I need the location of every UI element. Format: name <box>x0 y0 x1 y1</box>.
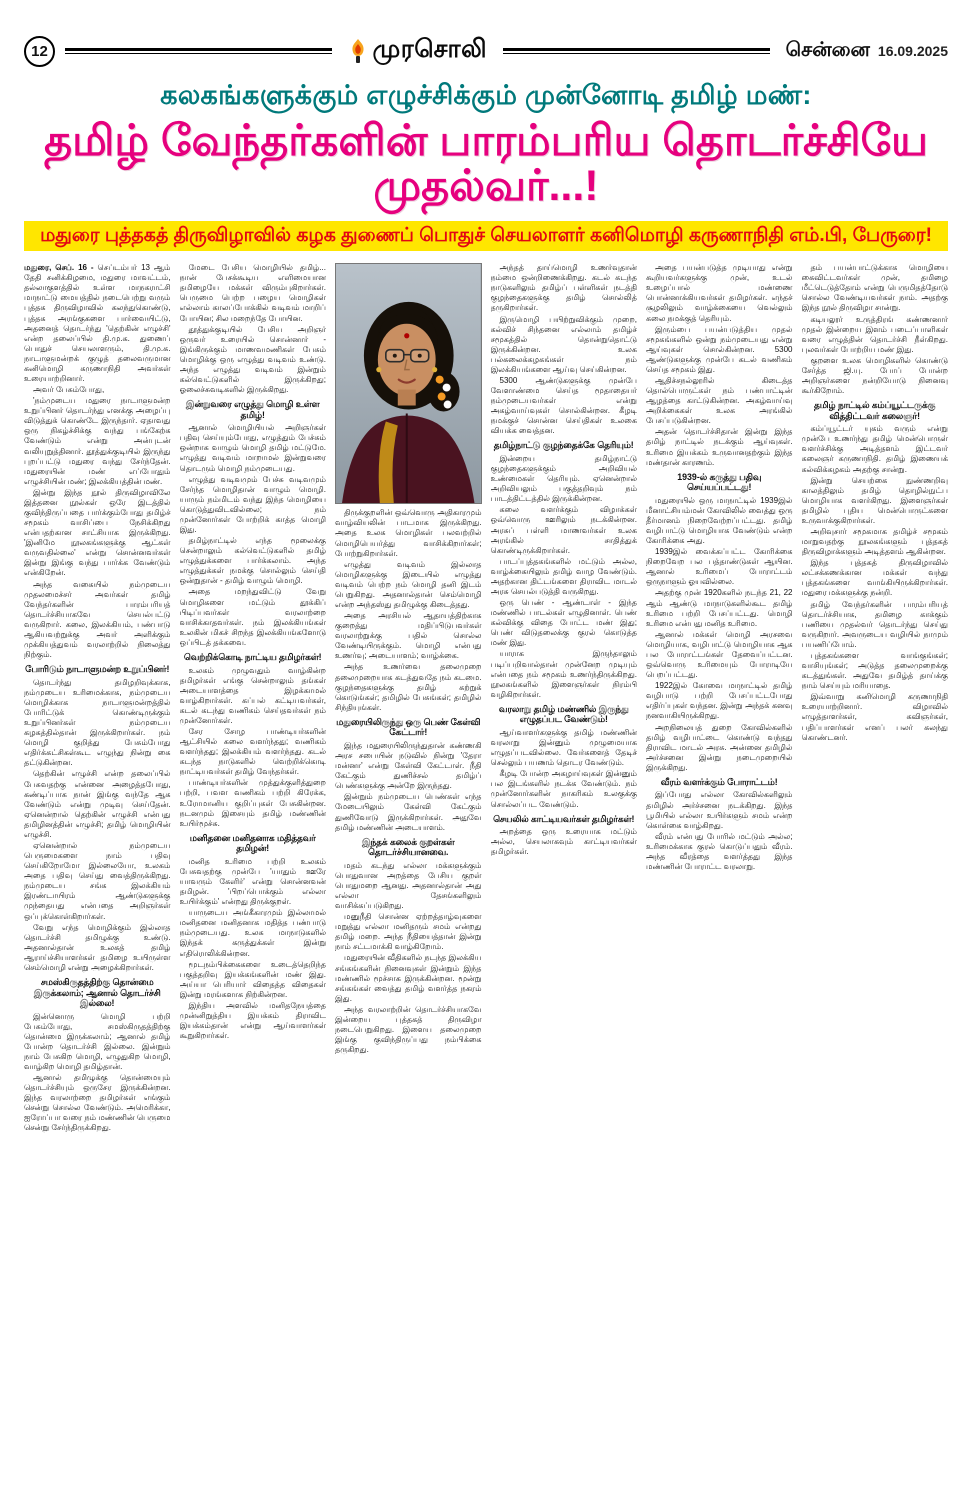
body-paragraph: மனித உரிமை பற்றி உலகம் பேசுவதற்கு முன்பே 'யாதும் ஊரே யாவரும் கேளிர்' என்று சொன்னவன் தமிழன். 'பிறப்பொக்கும் எல்லா உயிர்க்கும்' என்றது திருக்குறள். <box>179 856 326 907</box>
body-paragraph: அறிவுசார் சமூகமாக தமிழ்ச் சமூகம் மாறுவதற்கு நூலகங்களும் புத்தகத் திருவிழாக்களும் அடித்தளம் ஆகின்றன. <box>801 527 948 557</box>
body-paragraph: ஏனென்றால் நம்முடைய பெருமைகளை நாம் பதிவு செய்கிறோமோ இல்லையோ, உலகம் அதை பதிவு செய்து வைத்திருக்கிறது. நம்முடைய சங்க இலக்கியம் இரண்டாயிரம் ஆண்டுகளுக்கு முந்தையது என்பதை அறிஞர்கள் ஒப்புக்கொள்கிறார்கள். <box>24 840 171 921</box>
body-paragraph: மதுரையின் வீதிகளில் நடந்த இலக்கிய சங்கங்களின் நினைவுகள் இன்றும் இந்த மண்ணில் மூச்சாக இருக்கின்றன. மூன்று சங்கங்கள் வைத்து தமிழ் வளர்த்த நகரம் இது. <box>335 953 482 1003</box>
body-paragraph: தமிழ் வேந்தர்களின் பாரம்பரியத் தொடர்ச்சியாக, தமிழை காக்கும் பணியை முதல்வர் தொடர்ந்து செய்து வருகிறார். அவருடைய வழியில் நாமும் பயணிப்போம். <box>801 599 948 649</box>
body-paragraph: உலகம் முழுவதும் வாழ்கின்ற தமிழர்கள் எங்கு சென்றாலும் தங்கள் அடையாளத்தை இழக்காமல் வாழ்கிறார்கள். கப்பல் கட்டியவர்கள், கடல் கடந்து வணிகம் செய்தவர்கள் நம் முன்னோர்கள். <box>179 665 326 725</box>
body-paragraph: கீழடி போன்ற அகழாய்வுகள் இன்னும் பல இடங்களில் நடக்க வேண்டும். நம் முன்னோர்களின் நாகரிகம் உலகுக்கு சொல்லப்பட வேண்டும். <box>490 769 637 809</box>
body-paragraph: அதை மறந்துவிட்டு வேறு மொழிகளை மட்டும் தூக்கிப் பிடிப்பவர்கள் வரலாற்றை வாசிக்காதவர்கள். நம் இலக்கியங்கள் உலகின் மிகச் சிறந்த இலக்கியங்களோடு ஒப்பிடத் தக்கவை. <box>179 587 326 647</box>
column-subhead: செயலில் காட்டியவர்கள் தமிழர்கள்! <box>493 813 635 824</box>
column-subhead: இன்றுவரை எழுத்து மொழி உள்ள தமிழ்! <box>185 399 320 420</box>
body-paragraph: ஒரு பெண் - ஆண்டாள் - இந்த மண்ணில் பாடல்கள் எழுதினாள். பெண் கல்விக்கு விதை போட்ட மண் இது; பெண் விடுதலைக்கு குரல் கொடுத்த மண் இது. <box>490 598 637 648</box>
body-paragraph: தம் பயன்பாட்டுக்காக மொழியை கைவிட்டவர்கள் முன், தமிழை மீட்டெடுத்தோம் என்று பெருமிதத்தோடு சொல்ல வேண்டியவர்கள் நாம். அதற்கு இந்த நூல் திருவிழா சான்று. <box>801 263 948 313</box>
body-paragraph: தமிழ்நாட்டில் எந்த மூலைக்கு சென்றாலும் கல்வெட்டுகளில் தமிழ் எழுத்துக்களை பார்க்கலாம். அந்த எழுத்துக்கள் நமக்கு சொல்லும் செய்தி ஒன்றுதான் - தமிழ் வாழும் மொழி. <box>179 536 326 586</box>
torch-icon <box>348 38 368 64</box>
body-paragraph: திருக்குறளின் ஒவ்வொரு அதிகாரமும் வாழ்வியலின் பாடமாக இருக்கிறது. அதை உலக மொழிகள் பலவற்றில் மொழிபெயர்த்து வாசிக்கிறார்கள்; போற்றுகிறார்கள். <box>335 508 482 558</box>
body-paragraph: பாடப்புத்தகங்களில் மட்டும் அல்ல, வாழ்க்கையிலும் தமிழ் வாழ வேண்டும். அதற்கான திட்டங்களை திராவிட மாடல் அரசு செயல்படுத்தி வருகிறது. <box>490 556 637 597</box>
article-column-1 <box>24 263 171 1500</box>
body-paragraph: அந்தத் தாய்மொழி உணர்வுதான் நம்மை ஒன்றிணைக்கிறது. கடல் கடந்த நாடுகளிலும் தமிழ்ப் பள்ளிகள் நடத்தி குழந்தைகளுக்கு தமிழ் சொல்லித் தருகிறார்கள். <box>490 263 637 313</box>
body-paragraph: ஆய்வாளர்களுக்கு தமிழ் மண்ணின் வரலாறு இன்னும் முழுமையாக எழுதப்படவில்லை. வேர்களைத் தேடிச் செல்லும் பயணம் தொடர வேண்டும். <box>490 727 637 768</box>
body-paragraph: கம்ப்யூட்டர் யுகம் வரும் என்று முன்பே உணர்ந்து தமிழ் மென்பொருள் வளர்ச்சிக்கு அடித்தளம் இட்டவர் கலைஞர் கருணாநிதி. தமிழ் இணையக் கல்விக்கழகம் அதற்கு சான்று. <box>801 424 948 474</box>
body-paragraph: இந்திய அளவில் மனிதநேயத்தை முன்னிறுத்திய இயக்கம் திராவிட இயக்கம்தான் என்று ஆய்வாளர்கள் கூறுகிறார்கள். <box>179 1000 326 1041</box>
body-paragraph: 1939இல் வைக்கப்பட்ட கோரிக்கை நிறைவேற பல பத்தாண்டுகள் ஆயின. ஆனால் உரிமைப் போராட்டம் ஒருநாளும் ஓயவில்லை. <box>646 547 793 587</box>
body-paragraph: அந்த உணர்வை தலைமுறை தலைமுறையாக கடத்துவதே நம் கடமை. குழந்தைகளுக்கு தமிழ் கற்றுக் கொடுங்கள்; தமிழில் பேசுங்கள்; தமிழில் சிந்தியுங்கள். <box>335 662 482 712</box>
body-paragraph: இந்த மதுரையிலிருந்துதான் கண்ணகி அரச சபையின் நடுவில் நின்று 'தேரா மன்னா' என்று கேள்வி கேட்டாள். நீதி கேட்கும் துணிச்சல் தமிழ்ப் பெண்களுக்கு அன்றே இருந்தது. <box>335 740 482 791</box>
body-paragraph: அவர் பேசும்போது, <box>33 385 105 395</box>
article-column-2 <box>180 263 327 1500</box>
body-paragraph: மதுரை, செப். 16 - செப்டம்பர் 13 ஆம் தேதி சனிக்கிழமை, மதுரை மாவட்டம், தல்லாகுளத்தில் உள்ள மாநகராட்சி மாநாட்டு மையத்தில் நடைபெற்று வரும் புத்தக திருவிழாவில் கலந்துகொண்டு, புத்தக அரங்குகளை பார்வையிட்டு, அதனைத் தொடர்ந்து 'தெற்கின் எழுச்சி' என்ற தலைப்பில் தி.மு.க. துணைப் பொதுச் செயலாளரும், தி.மு.க. நாடாளுமன்றக் குழுத் தலைவருமான கனிமொழி கருணாநிதி அவர்கள் உரையாற்றினார். <box>24 263 171 383</box>
kicker-headline: கலகங்களுக்கும் எழுச்சிக்கும் முன்னோடி தமிழ் மண்: <box>160 80 812 110</box>
header-rule-right <box>503 48 770 54</box>
article-column-5 <box>646 263 793 1500</box>
body-paragraph: 'நம்முடைய மதுரை நாடாளுமன்ற உறுப்பினர் தொடர்ந்து எனக்கு அழைப்பு விடுத்துக் கொண்டே இருந்தார். ஏதாவது ஒரு நிகழ்ச்சிக்கு வந்து பங்கேற்க வேண்டும் என்று அன்புடன் வலியுறுத்தினார். தூத்துக்குடியில் இருந்து புறப்பட்டு மதுரை வந்து சேர்ந்தேன். மதுரையின் மண் எப்போதும் எழுச்சியின் மண்; இலக்கியத்தின் மண். <box>24 396 171 486</box>
body-paragraph: அதன் தொடர்ச்சிதான் இன்று இந்த தமிழ் நாட்டில் நடக்கும் ஆய்வுகள். உரிமை இயக்கம் உருவானதற்கும் இந்த மண்தான் காரணம். <box>646 427 793 467</box>
dateline <box>780 39 948 64</box>
article-column-6 <box>802 263 949 1500</box>
masthead-title: முரசொலி <box>372 35 488 63</box>
column-subhead: வீரம் வளர்க்கும் போராட்டம்! <box>660 776 778 787</box>
column-subhead: இந்தக் கலைக் குறள்கள் தொடர்ச்சியானவை. <box>361 836 455 858</box>
body-paragraph: ஆனால் மொழியியல் அறிஞர்கள் பதிவு செய்யும்போது, எழுத்தும் பேச்சும் ஒன்றாக வாழும் மொழி தமிழ் மட்டுமே. எழுத்து வடிவம் மாறாமல் இன்றுவரை தொடரும் மொழி நம்முடையது. <box>179 423 326 473</box>
body-paragraph: மதம் கடந்து எல்லா மக்களுக்கும் பொதுவான அறத்தை பேசிய குறள் பொதுமறை ஆனது. அதனால்தான் அது எல்லா தேசங்களிலும் வாசிக்கப்படுகிறது. <box>335 860 482 911</box>
column-subhead: தமிழ்நாட்டு குழந்தைக்கே தெரியும்! <box>493 440 634 451</box>
article-column-4 <box>491 263 638 1500</box>
dateline-prefix: மதுரை, செப். 16 - <box>24 263 94 273</box>
body-paragraph: மேடை பேசிய மொழியில் தமிழ்... நான் பேசக்கூடிய எளிமையான தமிழையே மக்கள் விரும்புகிறார்கள். பெருமை பெற்ற பழைய மொழிகள் எல்லாம் காலப்போக்கில் வடிவம் மாறிப் போயின; சில மறைந்தே போயின. <box>179 263 326 323</box>
header-rule-left <box>65 48 332 54</box>
body-paragraph: அதற்கு முன் 1920களில் நடந்த 21, 22 ஆம் ஆண்டு மாநாடுகளில்கூட தமிழ் உரிமை பற்றி பேசப்பட்டது. மொழி உரிமை என்பது மனித உரிமை. <box>646 588 793 628</box>
body-paragraph: இரும்பை பயன்படுத்திய முதல் சமூகங்களில் ஒன்று நம்முடையது என்று ஆய்வுகள் சொல்கின்றன. 5300 ஆண்டுகளுக்கு முன்பே கடல் வணிகம் செய்த சமூகம் இது. <box>646 324 793 374</box>
body-paragraph: மதுரையில் ஒரு மாநாட்டில் 1939இல் மீனாட்சியம்மன் கோவிலில் வைத்து ஒரு தீர்மானம் நிறைவேற்றப்பட்டது. தமிழ் வழிபாட்டு மொழியாக வேண்டும் என்ற கோரிக்கை அது. <box>646 495 793 546</box>
body-paragraph: தூத்துக்குடியில் பேசிய அறிஞர் ஒருவர் உரையில் சொன்னார் - இங்கிருக்கும் மாணவமணிகள் பேசும் மொழிக்கு ஒரு எழுத்து வடிவம் உண்டு. அந்த எழுத்து வடிவம் இன்றும் கல்வெட்டுகளில் இருக்கிறது; ஓலைச்சுவடிகளில் இருக்கிறது. <box>179 324 326 395</box>
column-subhead: மதுரையிலிருந்து ஒரு பெண் கேள்வி கேட்டார்! <box>336 716 481 738</box>
body-paragraph: இவ்வாறு கனிமொழி கருணாநிதி உரையாற்றினார். விழாவில் எழுத்தாளர்கள், கவிஞர்கள், பதிப்பாளர்கள் எனப் பலர் கலந்து கொண்டனர். <box>801 692 948 742</box>
body-paragraph: குறளை உலக மொழிகளில் கொண்டு சேர்த்த ஜி.யு. போப் போன்ற அறிஞர்களை நன்றியோடு நினைவு கூர்கிறோம். <box>801 355 948 396</box>
column-subhead: 1939-ல் கருத்து பதிவு செய்யப்பட்டது! <box>677 471 762 493</box>
column-subhead: வரலாறு தமிழ் மண்ணில் இருந்து எழுதப்பட வேண்டும்! <box>498 703 629 725</box>
banner-row <box>24 221 948 251</box>
body-paragraph: 5300 ஆண்டுகளுக்கு முன்பே வேளாண்மை செய்த மூதாதையர் நம்முடையவர்கள் என்று அகழ்வாய்வுகள் சொல்கின்றன. கீழடி நமக்குச் சொன்ன செய்திகள் உலகை வியக்க வைத்தன. <box>490 375 637 436</box>
date-label: 16.09.2025 <box>877 42 948 59</box>
body-paragraph: அறநிலையத் துறை கோவில்களில் தமிழ் வழிபாட்டை கொண்டு வந்தது திராவிட மாடல் அரசு. அன்னை தமிழில் அர்ச்சனை இன்று நடைமுறையில் இருக்கிறது. <box>646 722 793 772</box>
body-paragraph: இந்த புத்தகத் திருவிழாவில் லட்சக்கணக்கான மக்கள் வந்து புத்தகங்களை வாங்கியிருக்கிறார்கள். மதுரை மக்களுக்கு நன்றி. <box>801 558 948 598</box>
body-paragraph: சேர சோழ பாண்டியர்களின் ஆட்சியில் கலை வளர்ந்தது; வணிகம் வளர்ந்தது; இலக்கியம் வளர்ந்தது. கடல் கடந்த நாடுகளில் வெற்றிக்கொடி நாட்டியவர்கள் தமிழ் வேந்தர்கள். <box>179 726 326 777</box>
body-paragraph: யாருடைய அங்கீகாரமும் இல்லாமல் மனிதனை மனிதனாக மதித்த பண்பாடு நம்முடையது. உலக மாநாடுகளில் இந்தக் கருத்துக்கள் இன்று எதிரொலிக்கின்றன. <box>179 908 326 958</box>
body-paragraph: எழுத்து வடிவம் இல்லாத மொழிகளுக்கு இடையில் எழுத்து வடிவம் பெற்ற நம் மொழி தனி இடம் பெறுகிறது. அதனால்தான் செம்மொழி என்ற அந்தஸ்து தமிழுக்கு கிடைத்தது. <box>335 559 482 609</box>
body-paragraph: மனுநீதி சொன்ன ஏற்றத்தாழ்வுகளை மறுத்து எல்லா மனிதரும் சமம் என்றது தமிழ் மறை. அந்த நீதியைத்தான் இன்று நாம் சட்டமாக்கி வாழ்கிறோம். <box>335 912 482 952</box>
body-paragraph: அறத்தை ஒரு உரையாக மட்டும் அல்ல, செயலாகவும் காட்டியவர்கள் தமிழர்கள். <box>490 827 637 857</box>
column-subhead: சமஸ்கிருதத்திற்கு தொன்மை இருக்கலாம்; ஆனால் தொடர்ச்சி இல்லை! <box>33 976 161 1009</box>
body-paragraph: இன்றும் நம்முடைய பெண்கள் எந்த மேடையிலும் கேள்வி கேட்கும் துணிவோடு இருக்கிறார்கள். அதுவே தமிழ் மண்ணின் அடையாளம். <box>335 792 482 832</box>
body-paragraph: எழுத்து வடிவமும் பேச்சு வடிவமும் சேர்ந்த மொழிதான் வாழும் மொழி. யாரும் நம்மிடம் வந்து இந்த மொழியை கொடுத்துவிடவில்லை; நம் முன்னோர்கள் போற்றிக் காத்த மொழி இது. <box>179 474 326 535</box>
body-paragraph: இப்போது எல்லா கோவில்களிலும் தமிழில் அர்ச்சனை நடக்கிறது. இந்த பூமியில் எல்லா உயிர்களும் சமம் என்ற கொள்கை வாழ்கிறது. <box>646 790 793 830</box>
body-paragraph: ஆனால் மக்கள் மொழி அரசவை மொழியாக, வழிபாட்டு மொழியாக ஆக பல போராட்டங்கள் தேவைப்பட்டன. ஒவ்வொரு உரிமையும் போராடியே பெறப்பட்டது. <box>646 629 793 680</box>
body-paragraph: மூடநம்பிக்கைகளை உடைத்தெறிந்த பகுத்தறிவு இயக்கங்களின் மண் இது. அய்யா பெரியார் விதைத்த விதைகள் இன்று மரங்களாக நிற்கின்றன. <box>179 959 326 999</box>
body-paragraph: கலை வளர்க்கும் விழாக்கள் ஒவ்வொரு ஊரிலும் நடக்கின்றன. அரசுப் பள்ளி மாணவர்கள் உலக அரங்கில் சாதித்துக் கொண்டிருக்கிறார்கள். <box>490 505 637 555</box>
body-paragraph: அந்த வரலாற்றின் தொடர்ச்சியாகவே இன்றைய புத்தகத் திருவிழா நடைபெறுகிறது. இளைய தலைமுறை இங்கு குவிந்திருப்பது நம்பிக்கை தருகிறது. <box>335 1004 482 1055</box>
body-paragraph: அதை பயன்படுத்த முடியாது என்று கூறியவர்களுக்கு முன், உடல் உழைப்பால் மண்ணை பொன்னாக்கியவர்கள் தமிழர்கள். எந்தச் சூழலிலும் வாழ்க்கையை வெல்லும் கலை நமக்குத் தெரியும். <box>646 263 793 323</box>
body-paragraph: புத்தகங்களை வாங்குங்கள்; வாசியுங்கள்; அடுத்த தலைமுறைக்கு கடத்துங்கள். அதுவே தமிழ்த் தாய்க்கு நாம் செய்யும் மரியாதை. <box>801 650 948 691</box>
page-header <box>24 34 948 68</box>
body-paragraph: கடியலூர் உருத்திரங் கண்ணனார் முதல் இன்றைய இளம் படைப்பாளிகள் வரை எழுத்தின் தொடர்ச்சி நீள்கிறது. புலவர்கள் போற்றிய மண் இது. <box>801 314 948 354</box>
body-paragraph: பாண்டியர்களின் முத்துக்குளித்துறை பற்றி, பவள வணிகம் பற்றி கிரேக்க, உரோமானிய குறிப்புகள் பேசுகின்றன. நடனமும் இசையும் தமிழ் மண்ணின் உயிர்மூச்சு. <box>179 778 326 828</box>
body-paragraph: ஆனால் தமிழுக்கு தொன்மையும் தொடர்ச்சியும் ஒருசேர இருக்கின்றன. இந்த வரலாற்றை தமிழர்கள் எங்கும் சென்று சொல்ல வேண்டும். அமெரிக்கா, ஐரோப்பா வரை நம் மண்ணின் பெருமை சென்று சேர்ந்திருக்கிறது. <box>24 1073 171 1133</box>
column-subhead: மனிதனை மனிதனாக மதித்தவர் தமிழன்! <box>189 832 316 854</box>
city-label: சென்னை <box>785 38 870 61</box>
speaker-photo <box>335 263 482 504</box>
column-subhead: தமிழ் நாட்டில் கம்ப்யூட்டருக்கு வித்திட்டவர் கலைஞர்! <box>814 400 936 421</box>
article-column-3 <box>335 263 482 1500</box>
body-paragraph: இன்றைய தமிழ்நாட்டு குழந்தைகளுக்கும் அறிவியல் உண்மைகள் தெரியும். ஏனென்றால் அறிவியலும் பகுத்தறிவும் நம் பாடத்திட்டத்தில் இருக்கின்றன. <box>490 454 637 504</box>
main-headline: தமிழ் வேந்தர்களின் பாரம்பரிய தொடர்ச்சியே முதல்வர்...! <box>44 117 928 211</box>
body-paragraph: அதை அரசியல் ஆதாயத்திற்காக குறைத்து மதிப்பிடுபவர்கள் வரலாற்றுக்கு பதில் சொல்ல வேண்டியிருக்கும். மொழி என்பது உணர்வு; அடையாளம்; வாழ்க்கை. <box>335 611 482 661</box>
body-paragraph: அந்த வகையில் நம்முடைய முதலமைச்சர் அவர்கள் தமிழ் வேந்தர்களின் பாரம்பரியத் தொடர்ச்சியாகவே செயல்பட்டு வருகிறார். கலை, இலக்கியம், பண்பாடு ஆகியவற்றுக்கு அவர் அளிக்கும் முக்கியத்துவம் வரலாற்றில் நிலைத்து நிற்கும். <box>24 579 171 660</box>
body-paragraph: வேறு எந்த மொழிக்கும் இல்லாத தொடர்ச்சி தமிழுக்கு உண்டு. அதனால்தான் உலகத் தமிழ் ஆராய்ச்சியாளர்கள் தமிழை உயிருள்ள செம்மொழி என்று அழைக்கிறார்கள். <box>24 922 171 972</box>
body-paragraph: இன்று செயற்கை நுண்ணறிவு காலத்திலும் தமிழ் தொழில்நுட்ப மொழியாக வளர்கிறது. இளைஞர்கள் தமிழில் புதிய மென்பொருட்களை உருவாக்குகிறார்கள். <box>801 475 948 525</box>
body-paragraph: இருமொழி பயிற்றுவிக்கும் முறை, கல்விச் சிந்தனை எல்லாம் தமிழ்ச் சமூகத்தில் தொன்றுதொட்டு இருக்கின்றன. உலக பல்கலைக்கழகங்கள் நம் இலக்கியங்களை ஆய்வு செய்கின்றன. <box>490 314 637 374</box>
masthead <box>342 35 494 67</box>
body-paragraph: வீரம் என்பது போரில் மட்டும் அல்ல; உரிமைக்காக குரல் கொடுப்பதும் வீரம். அந்த வீரத்தை வளர்த்தது இந்த மண்ணின் போராட்ட வரலாறு. <box>646 831 793 871</box>
body-paragraph: யாராக இருந்தாலும் படிப்பறிவால்தான் முன்னேற முடியும் என்பதை நம் சமூகம் உணர்ந்திருக்கிறது. நூலகங்களில் இளைஞர்கள் நிரம்பி வழிகிறார்கள். <box>490 649 637 699</box>
body-paragraph: 1922இல் கோவை மாநாட்டில் தமிழ் வழிபாடு பற்றி பேசப்பட்டபோது எதிர்ப்புகள் வந்தன. இன்று அந்தக் கனவு நனவாகியிருக்கிறது. <box>646 681 793 721</box>
body-paragraph: தொடர்ந்து தமிழறிவுக்காக, நம்முடைய உரிமைக்காக, நம்முடைய மொழிக்காக நாடாளுமன்றத்தில் போரிட்டுக் கொண்டிருக்கும் உறுப்பினர்கள் நம்முடைய கழகத்தில்தான் இருக்கிறார்கள். நம் மொழி குறித்து பேசும்போது எதிர்க்கட்சிகள்கூட எழுந்து நின்று கை தட்டுகின்றன. <box>24 677 171 768</box>
body-paragraph: இன்னொரு மொழி பற்றி பேசும்போது, சமஸ்கிருதத்திற்கு தொன்மை இருக்கலாம்; ஆனால் தமிழ் போன்ற தொடர்ச்சி இல்லை. இன்றும் நாம் பேசுகிற மொழி, எழுதுகிற மொழி, வாழ்கிற மொழி தமிழ்தான். <box>24 1011 171 1072</box>
page-number: 12 <box>24 36 55 67</box>
body-paragraph: இன்று இந்த நூல் திருவிழாவிலே இத்தனை நூல்கள் ஒரே இடத்தில் குவிந்திருப்பதை பார்க்கும்போது தமிழ்ச் சமூகம் வாசிப்பை நேசிக்கிறது என்பதற்கான சாட்சியாக இருக்கிறது. 'இனிமே நூலகங்களுக்கு ஆட்கள் வருவதில்லை' என்று சொன்னவர்கள் இன்று இங்கு வந்து பார்க்க வேண்டும் என்கிறேன். <box>24 487 171 578</box>
article-columns <box>24 263 948 1500</box>
body-paragraph: ஆதிச்சநல்லூரில் கிடைத்த தொல்பொருட்கள் நம் பண்பாட்டின் ஆழத்தை காட்டுகின்றன. அகழ்வாய்வு அறிக்கைகள் உலக அரங்கில் பேசப்படுகின்றன. <box>646 375 793 426</box>
column-subhead: வெற்றிக்கொடி நாட்டிய தமிழர்கள்! <box>183 651 322 662</box>
sub-headline-banner: மதுரை புத்தகத் திருவிழாவில் கழக துணைப் பொதுச் செயலாளர் கனிமொழி கருணாநிதி எம்.பி, பேருரை! <box>24 221 948 251</box>
body-paragraph: தெற்கின் எழுச்சி என்ற தலைப்பில் பேசுவதற்கு என்னை அழைத்தபோது, கண்டிப்பாக நான் இங்கு வந்தே ஆக வேண்டும் என்று முடிவு செய்தேன். ஏனென்றால் தெற்கின் எழுச்சி என்பது தமிழினத்தின் எழுச்சி; தமிழ் மொழியின் எழுச்சி. <box>24 769 171 839</box>
column-subhead: போரிடும் நாடாளுமன்ற உறுப்பினர்! <box>25 664 170 675</box>
speaker-portrait-illustration <box>336 264 481 503</box>
